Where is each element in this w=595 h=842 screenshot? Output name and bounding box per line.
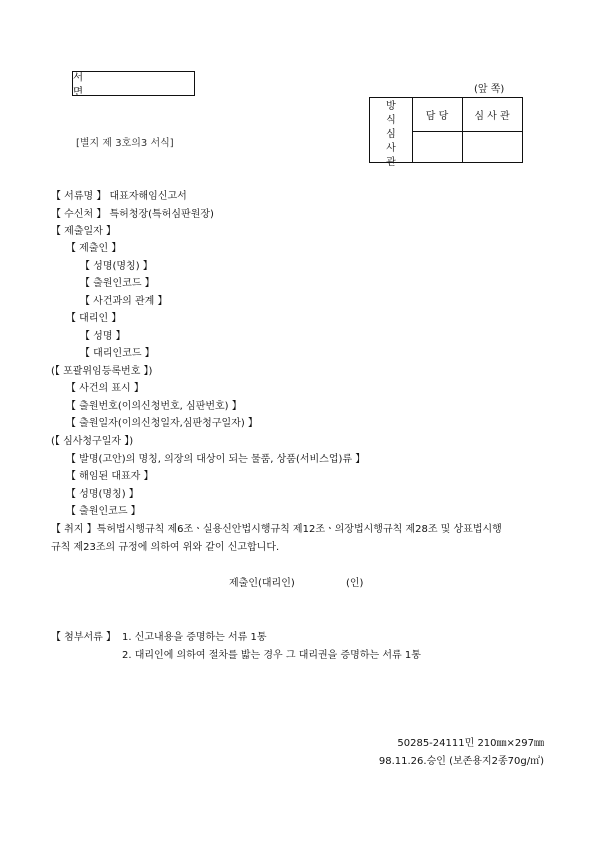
- field-dismissed-name: 【 성명(명칭) 】: [66, 489, 139, 500]
- field-recipient: 【 수신처 】 특허청장(특허심판원장): [51, 209, 214, 220]
- page-side-label: (앞 쪽): [474, 84, 505, 95]
- field-submitter: 【 제출인 】: [66, 243, 122, 254]
- field-dismissed-applicant-code: 【 출원인코드 】: [66, 506, 141, 517]
- attachments-label: 【 첨부서류 】: [51, 632, 116, 643]
- field-power-of-attorney-number: (【 포괄위임등록번호 】): [51, 366, 153, 377]
- signature-seal: (인): [346, 578, 364, 589]
- field-application-date: 【 출원일자(이의신청일자,심판청구일자) 】: [66, 418, 258, 429]
- signature-label: 제출인(대리인): [229, 578, 295, 589]
- field-document-name: 【 서류명 】 대표자해임신고서: [51, 191, 187, 202]
- form-number: [별지 제 3호의3 서식]: [76, 138, 174, 149]
- field-applicant-code: 【 출원인코드 】: [80, 278, 155, 289]
- field-submitter-name: 【 성명(명칭) 】: [80, 261, 153, 272]
- footer-form-spec: 50285-24111민 210㎜×297㎜: [397, 738, 544, 749]
- approval-col-officer: 담 당: [425, 111, 449, 122]
- attachment-item-2: 2. 대리인에 의하여 절차를 밟는 경우 그 대리권을 증명하는 서류 1통: [122, 650, 421, 661]
- field-invention-title: 【 발명(고안)의 명칭, 의장의 대상이 되는 물품, 상품(서비스업)류 】: [66, 454, 366, 465]
- document-title: 서 면: [73, 70, 207, 98]
- field-submission-date: 【 제출일자 】: [51, 226, 116, 237]
- approval-divider: [412, 131, 522, 132]
- purpose-line-1: 【 취지 】특허법시행규칙 제6조ㆍ실용신안법시행규칙 제12조ㆍ의장법시행규칙 제28조 및 상표법시행: [51, 524, 502, 535]
- document-title-box: [72, 70, 207, 98]
- footer-approval-info: 98.11.26.승인 (보존용지2종70g/㎡): [378, 756, 544, 767]
- field-case-indication: 【 사건의 표시 】: [66, 383, 144, 394]
- field-case-relation: 【 사건과의 관계 】: [80, 296, 168, 307]
- field-application-number: 【 출원번호(이의신청번호, 심판번호) 】: [66, 401, 242, 412]
- field-examination-request-date: (【 심사청구일자 】): [51, 436, 134, 447]
- purpose-line-2: 규칙 제23조의 규정에 의하여 위와 같이 신고합니다.: [51, 542, 280, 553]
- attachment-item-1: 1. 신고내용을 증명하는 서류 1통: [122, 632, 267, 643]
- approval-table: [369, 97, 523, 168]
- approval-col-examiner: 심 사 관: [474, 111, 510, 122]
- field-agent-code: 【 대리인코드 】: [80, 348, 155, 359]
- field-agent: 【 대리인 】: [66, 313, 122, 324]
- approval-vertical-label: 방 식 심 사 관: [386, 101, 396, 168]
- field-agent-name: 【 성명 】: [80, 331, 126, 342]
- field-dismissed-representative: 【 해임된 대표자 】: [66, 471, 154, 482]
